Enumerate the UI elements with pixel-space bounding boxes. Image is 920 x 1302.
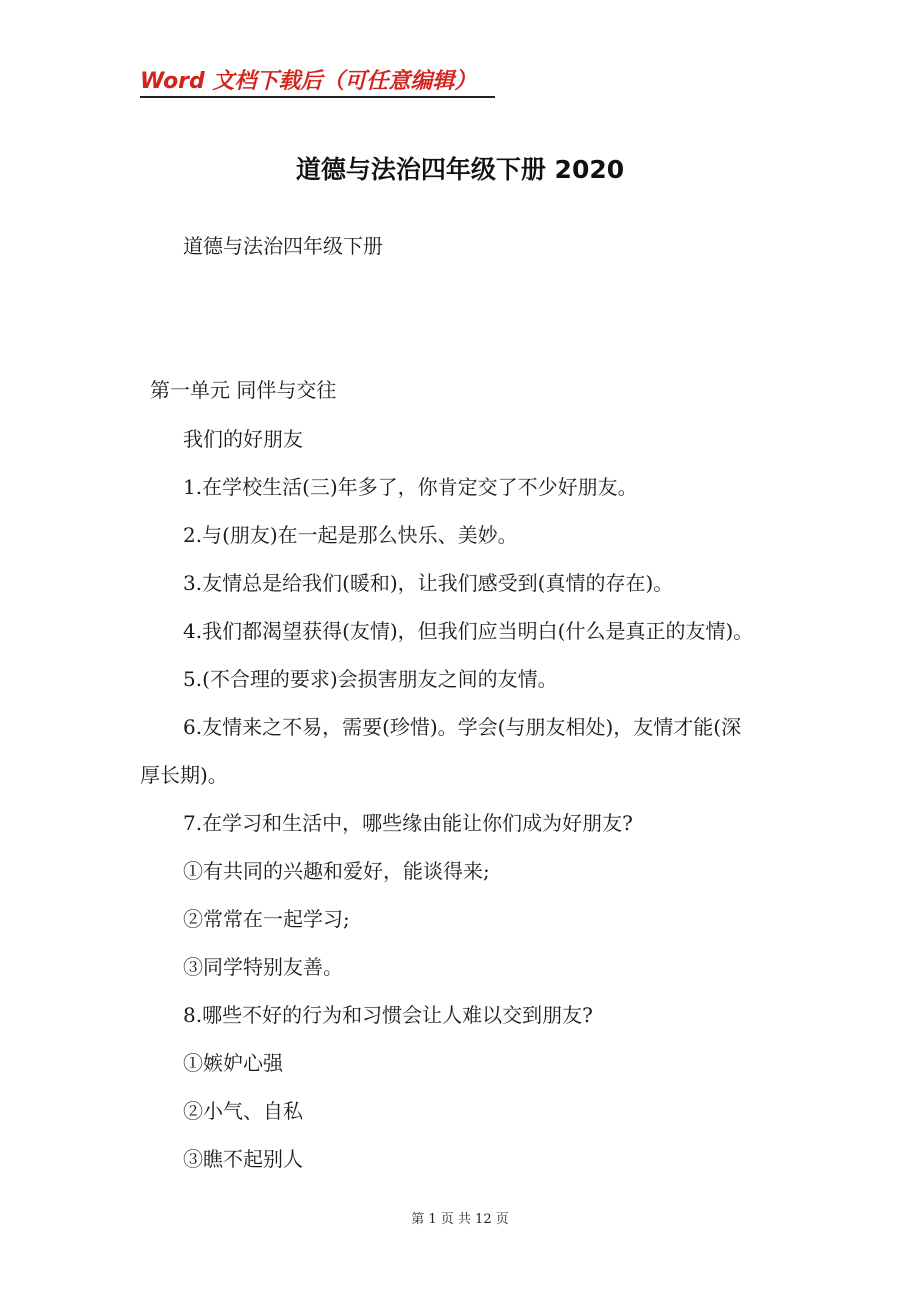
body-line: ①有共同的兴趣和爱好，能谈得来; [183, 859, 490, 883]
unit-heading: 第一单元 同伴与交往 [150, 378, 337, 402]
body-line: ②小气、自私 [183, 1099, 303, 1123]
document-subtitle: 道德与法治四年级下册 [183, 234, 383, 258]
body-line: 1.在学校生活(三)年多了，你肯定交了不少好朋友。 [183, 475, 638, 499]
body-line: ①嫉妒心强 [183, 1051, 283, 1075]
page-footer: 第 1 页 共 12 页 [411, 1212, 509, 1227]
body-line: 7.在学习和生活中，哪些缘由能让你们成为好朋友? [183, 811, 633, 835]
body-line: ②常常在一起学习; [183, 907, 350, 931]
header-banner [140, 62, 495, 98]
document-title: 道德与法治四年级下册 2020 [295, 155, 625, 184]
body-line: 5.(不合理的要求)会损害朋友之间的友情。 [183, 667, 558, 691]
body-line: 4.我们都渴望获得(友情)，但我们应当明白(什么是真正的友情)。 [183, 619, 754, 643]
body-line: 2.与(朋友)在一起是那么快乐、美妙。 [183, 523, 518, 547]
body-line: 厚长期)。 [140, 763, 228, 787]
body-line: 3.友情总是给我们(暖和)，让我们感受到(真情的存在)。 [183, 571, 674, 595]
lesson-heading: 我们的好朋友 [183, 427, 303, 451]
body-line: 8.哪些不好的行为和习惯会让人难以交到朋友? [183, 1003, 593, 1027]
body-line: ③瞧不起别人 [183, 1147, 303, 1171]
header-banner-text: Word 文档下载后（可任意编辑） [140, 69, 477, 94]
body-line: ③同学特别友善。 [183, 955, 343, 979]
body-line: 6.友情来之不易，需要(珍惜)。学会(与朋友相处)，友情才能(深 [183, 715, 742, 739]
